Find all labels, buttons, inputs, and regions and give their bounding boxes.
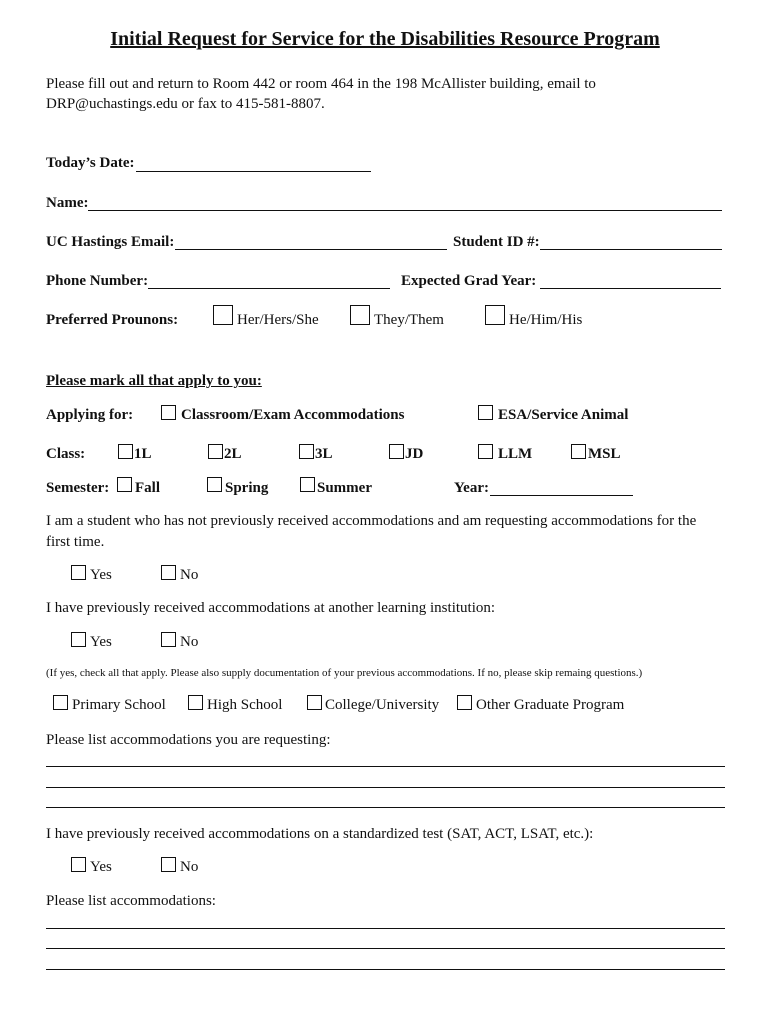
esa-service-animal-label: ESA/Service Animal (498, 407, 629, 423)
form-title: Initial Request for Service for the Disabilities Resource Program (110, 28, 660, 50)
semester-summer-checkbox[interactable] (300, 477, 315, 492)
pronoun-he-label: He/Him/His (509, 312, 583, 328)
primary-school-label: Primary School (72, 697, 166, 713)
semester-fall-checkbox[interactable] (117, 477, 132, 492)
class-llm-label: LLM (498, 446, 533, 462)
list-requesting-label: Please list accommodations you are requesting: (46, 732, 331, 748)
accommodations-line-3[interactable] (46, 969, 725, 970)
year-label: Year: (454, 480, 489, 496)
primary-school-checkbox[interactable] (53, 695, 68, 710)
semester-spring-label: Spring (225, 480, 269, 496)
pronoun-they-checkbox[interactable] (350, 305, 370, 325)
college-university-label: College/University (325, 697, 440, 713)
q3-yes-checkbox[interactable] (71, 857, 86, 872)
email-field[interactable] (175, 249, 447, 250)
pronoun-he-checkbox[interactable] (485, 305, 505, 325)
q2-text: I have previously received accommodations at another learning institution: (46, 600, 496, 616)
q1-text-line-2: first time. (46, 534, 105, 550)
requesting-line-3[interactable] (46, 807, 725, 808)
year-field[interactable] (490, 495, 633, 496)
class-1l-label: 1L (134, 446, 152, 462)
q3-no-checkbox[interactable] (161, 857, 176, 872)
high-school-checkbox[interactable] (188, 695, 203, 710)
q2-yes-checkbox[interactable] (71, 632, 86, 647)
accommodations-line-1[interactable] (46, 928, 725, 929)
class-jd-checkbox[interactable] (389, 444, 404, 459)
applying-label: Applying for: (46, 407, 134, 423)
q3-text: I have previously received accommodations on a standardized test (SAT, ACT, LSAT, etc.): (46, 826, 594, 842)
class-2l-checkbox[interactable] (208, 444, 223, 459)
class-jd-label: JD (405, 446, 424, 462)
semester-label: Semester: (46, 480, 110, 496)
q1-text-line-1: I am a student who has not previously received accommodations and am requesting accommodations for the (46, 513, 697, 529)
pronoun-they-label: They/Them (374, 312, 444, 328)
classroom-exam-label: Classroom/Exam Accommodations (181, 407, 405, 423)
list-accommodations-label: Please list accommodations: (46, 893, 216, 909)
semester-spring-checkbox[interactable] (207, 477, 222, 492)
semester-fall-label: Fall (135, 480, 160, 496)
name-label: Name: (46, 195, 89, 211)
other-graduate-program-label: Other Graduate Program (476, 697, 625, 713)
other-graduate-program-checkbox[interactable] (457, 695, 472, 710)
q1-yes-checkbox[interactable] (71, 565, 86, 580)
esa-service-animal-checkbox[interactable] (478, 405, 493, 420)
grad-year-label: Expected Grad Year: (401, 273, 537, 289)
q1-no-checkbox[interactable] (161, 565, 176, 580)
semester-summer-label: Summer (317, 480, 372, 496)
pronoun-her-label: Her/Hers/She (237, 312, 319, 328)
student-id-label: Student ID #: (453, 234, 540, 250)
mark-all-heading: Please mark all that apply to you: (46, 373, 262, 389)
phone-field[interactable] (148, 288, 390, 289)
student-id-field[interactable] (540, 249, 722, 250)
class-3l-checkbox[interactable] (299, 444, 314, 459)
q1-no-label: No (180, 567, 199, 583)
phone-label: Phone Number: (46, 273, 149, 289)
requesting-line-1[interactable] (46, 766, 725, 767)
intro-line-2: DRP@uchastings.edu or fax to 415-581-8807. (46, 96, 325, 112)
email-label: UC Hastings Email: (46, 234, 175, 250)
q2-note: (If yes, check all that apply. Please also supply documentation of your previous accommodations. If no, please skip remaing questions.) (46, 667, 643, 679)
pronoun-her-checkbox[interactable] (213, 305, 233, 325)
pronouns-label: Preferred Prounons: (46, 312, 179, 328)
classroom-exam-checkbox[interactable] (161, 405, 176, 420)
class-msl-checkbox[interactable] (571, 444, 586, 459)
class-label: Class: (46, 446, 86, 462)
q2-no-label: No (180, 634, 199, 650)
q3-no-label: No (180, 859, 199, 875)
q2-yes-label: Yes (90, 634, 112, 650)
accommodations-line-2[interactable] (46, 948, 725, 949)
class-3l-label: 3L (315, 446, 333, 462)
high-school-label: High School (207, 697, 283, 713)
class-2l-label: 2L (224, 446, 242, 462)
requesting-line-2[interactable] (46, 787, 725, 788)
class-llm-checkbox[interactable] (478, 444, 493, 459)
class-msl-label: MSL (588, 446, 621, 462)
todays-date-label: Today’s Date: (46, 155, 135, 171)
q1-yes-label: Yes (90, 567, 112, 583)
grad-year-field[interactable] (540, 288, 721, 289)
todays-date-field[interactable] (136, 171, 371, 172)
class-1l-checkbox[interactable] (118, 444, 133, 459)
intro-line-1: Please fill out and return to Room 442 or room 464 in the 198 McAllister building, email to (46, 76, 596, 92)
college-university-checkbox[interactable] (307, 695, 322, 710)
q2-no-checkbox[interactable] (161, 632, 176, 647)
name-field[interactable] (88, 210, 722, 211)
q3-yes-label: Yes (90, 859, 112, 875)
